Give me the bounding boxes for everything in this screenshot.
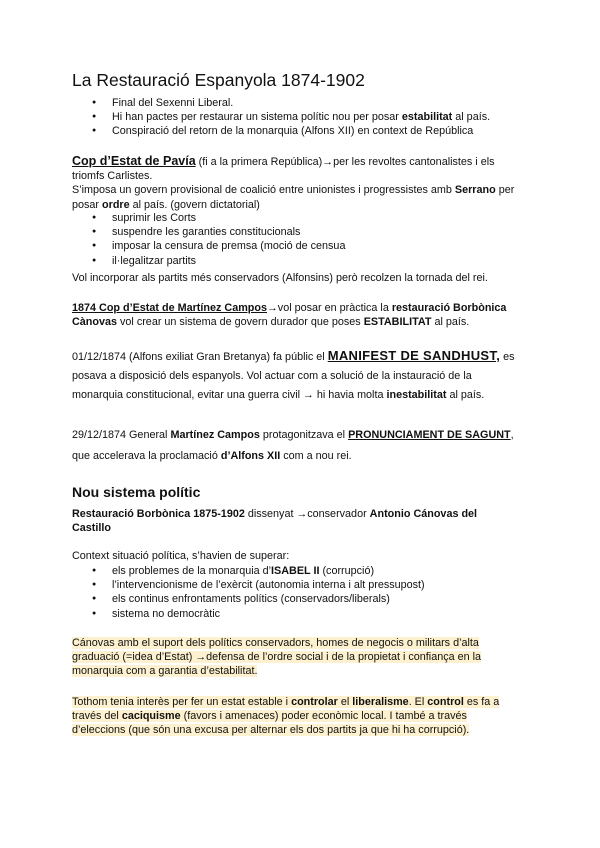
sagunt-paragraph: 29/12/1874 General Martínez Campos protagonitzava el PRONUNCIAMENT DE SAGUNT, que accelerava la proclamació d’Alfons XII com a nou rei. — [72, 429, 514, 462]
list-item: ● l’intervencionisme de l’exèrcit (autonomia interna i alt pressupost) — [92, 578, 425, 592]
list-item: ● imposar la censura de premsa (moció de censua — [92, 239, 345, 253]
list-item: ● Conspiració del retorn de la monarquia (Alfons XII) en context de República — [92, 124, 490, 138]
list-item: ● Final del Sexenni Liberal. — [92, 96, 490, 110]
intro-bullet-list — [92, 96, 490, 139]
martinez-campos-heading: 1874 Cop d’Estat de Martínez Campos — [72, 302, 267, 314]
list-item: ● il·legalitzar partits — [92, 254, 345, 268]
restauracio-paragraph: Restauració Borbònica 1875-1902 dissenyat →conservador Antonio Cánovas del Castillo — [72, 508, 478, 535]
pavia-closing-text: Vol incorporar als partits més conservadors (Alfonsins) però recolzen la tornada del rei. — [72, 272, 488, 284]
list-item: ● suprimir les Corts — [92, 211, 345, 225]
list-item: ● suspendre les garanties constitucionals — [92, 225, 345, 239]
list-item: ● Hi han pactes per restaurar un sistema polític nou per posar estabilitat al país. — [92, 110, 490, 124]
section-heading-nou-sistema: Nou sistema polític — [72, 484, 201, 500]
list-item: ● els continus enfrontaments polítics (conservadors/liberals) — [92, 592, 425, 606]
sandhurst-paragraph: 01/12/1874 (Alfons exiliat Gran Bretanya) fa públic el MANIFEST DE SANDHUST, es posava a disposició dels espanyols. Vol actuar com a solució de la instauració de la monarquia constitucional, evitar una guerra civil → hi havia molta inestabilitat al país. — [72, 348, 515, 401]
list-item: ● sistema no democràtic — [92, 607, 425, 621]
pavia-measures-list — [92, 211, 345, 268]
pronunciament-sagunt-title: PRONUNCIAMENT DE SAGUNT — [348, 429, 511, 441]
tothom-highlighted-paragraph: Tothom tenia interès per fer un estat estable i controlar el liberalisme. El control es fa a través del caciquisme (favors i amenaces) poder econòmic local. I també a través d’eleccions (que són una excusa per alternar els dos partits ja que hi ha corrupció). — [72, 696, 500, 737]
document-title: La Restauració Espanyola 1874-1902 — [72, 70, 365, 90]
canovas-highlighted-paragraph: Cánovas amb el suport dels polítics conservadors, homes de negocis o militars d’alta graduació (=idea d’Estat) →defensa de l’ordre social i de la propietat i confiança en la monarquia com a garantia d’estabilitat. — [72, 637, 482, 678]
manifest-sandhurst-title: MANIFEST DE SANDHUST, — [327, 348, 501, 363]
cop-pavia-paragraph: Cop d’Estat de Pavía (fi a la primera República)→per les revoltes cantonalistes i els triomfs Carlistes. S’imposa un govern provisional de coalició entre unionistes i progressistes amb Serrano per posar ordre al país. (govern dictatorial) — [72, 154, 515, 211]
list-item: ● els problemes de la monarquia d’ISABEL II (corrupció) — [92, 564, 425, 578]
context-problems-list — [92, 564, 425, 621]
cop-pavia-heading: Cop d’Estat de Pavía — [72, 154, 196, 168]
context-intro: Context situació política, s’havien de superar: — [72, 550, 290, 562]
martinez-campos-paragraph: 1874 Cop d’Estat de Martínez Campos→vol posar en pràctica la restauració Borbònica Cànovas vol crear un sistema de govern durador que poses ESTABILITAT al país. — [72, 302, 507, 329]
